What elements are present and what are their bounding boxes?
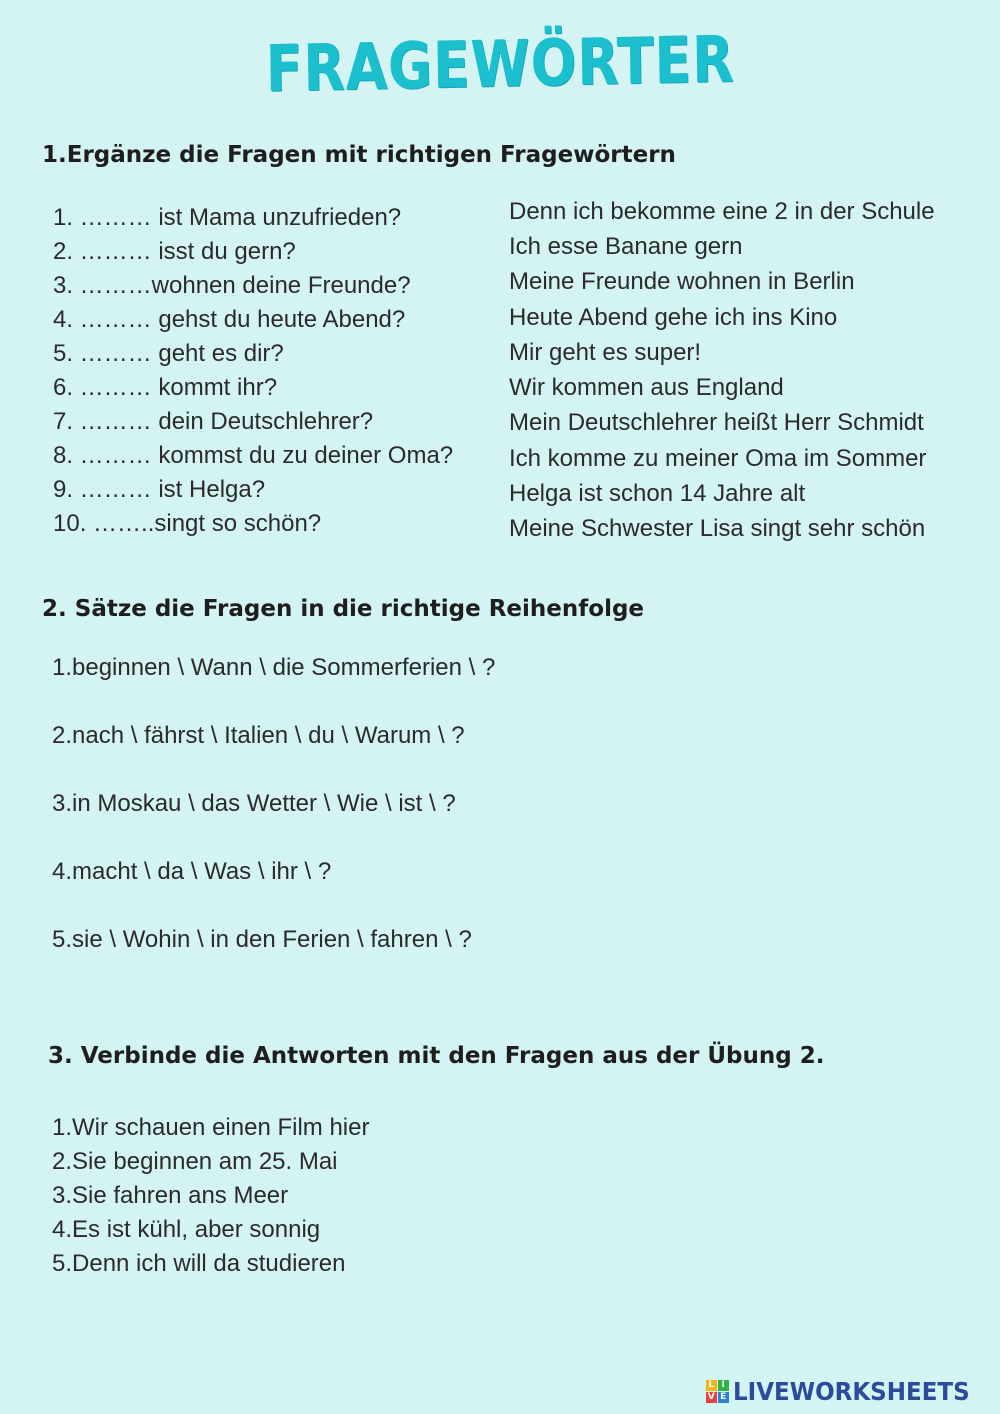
- logo-mark-icon: [706, 1380, 729, 1403]
- match-answer: 3.Sie fahren ans Meer: [52, 1182, 289, 1209]
- reorder-item: 2.nach \ fährst \ Italien \ du \ Warum \ ?: [52, 722, 465, 749]
- match-answer: 5.Denn ich will da studieren: [52, 1250, 346, 1277]
- question-line: 8. ……… kommst du zu deiner Oma?: [53, 442, 454, 469]
- reorder-item: 4.macht \ da \ Was \ ihr \ ?: [52, 858, 332, 885]
- answer-line: Meine Freunde wohnen in Berlin: [509, 268, 855, 295]
- reorder-item: 5.sie \ Wohin \ in den Ferien \ fahren \ ?: [52, 926, 472, 953]
- logo-mark-letter: L: [706, 1380, 717, 1391]
- answer-line: Ich esse Banane gern: [509, 233, 743, 260]
- question-line: 10. ……..singt so schön?: [53, 510, 322, 537]
- match-answer: 1.Wir schauen einen Film hier: [52, 1114, 370, 1141]
- answer-line: Mir geht es super!: [509, 339, 702, 366]
- answer-line: Wir kommen aus England: [509, 374, 784, 401]
- question-line: 6. ……… kommt ihr?: [53, 374, 278, 401]
- match-answer: 4.Es ist kühl, aber sonnig: [52, 1216, 321, 1243]
- page-title: FRAGEWÖRTER: [265, 23, 735, 107]
- question-line: 9. ……… ist Helga?: [53, 476, 266, 503]
- section2-heading: 2. Sätze die Fragen in die richtige Reihenfolge: [42, 596, 645, 622]
- reorder-item: 3.in Moskau \ das Wetter \ Wie \ ist \ ?: [52, 790, 456, 817]
- liveworksheets-logo: [706, 1377, 990, 1406]
- match-answer: 2.Sie beginnen am 25. Mai: [52, 1148, 338, 1175]
- logo-text: LIVEWORKSHEETS: [732, 1377, 970, 1406]
- answer-line: Mein Deutschlehrer heißt Herr Schmidt: [509, 409, 924, 436]
- logo-mark-letter: E: [718, 1392, 729, 1403]
- section1-heading: 1.Ergänze die Fragen mit richtigen Fragewörtern: [42, 142, 676, 168]
- question-line: 3. ………wohnen deine Freunde?: [53, 272, 411, 299]
- answer-line: Helga ist schon 14 Jahre alt: [509, 480, 806, 507]
- answer-line: Ich komme zu meiner Oma im Sommer: [509, 445, 927, 472]
- answer-line: Denn ich bekomme eine 2 in der Schule: [509, 198, 935, 225]
- question-line: 1. ……… ist Mama unzufrieden?: [53, 204, 402, 231]
- logo-mark-letter: V: [706, 1392, 717, 1403]
- question-line: 7. ……… dein Deutschlehrer?: [53, 408, 374, 435]
- logo-mark-letter: I: [718, 1380, 729, 1391]
- answer-line: Heute Abend gehe ich ins Kino: [509, 304, 838, 331]
- question-line: 5. ……… geht es dir?: [53, 340, 284, 367]
- answer-line: Meine Schwester Lisa singt sehr schön: [509, 515, 926, 542]
- reorder-item: 1.beginnen \ Wann \ die Sommerferien \ ?: [52, 654, 496, 681]
- section3-heading: 3. Verbinde die Antworten mit den Fragen aus der Übung 2.: [48, 1043, 825, 1069]
- question-line: 2. ……… isst du gern?: [53, 238, 296, 265]
- question-line: 4. ……… gehst du heute Abend?: [53, 306, 406, 333]
